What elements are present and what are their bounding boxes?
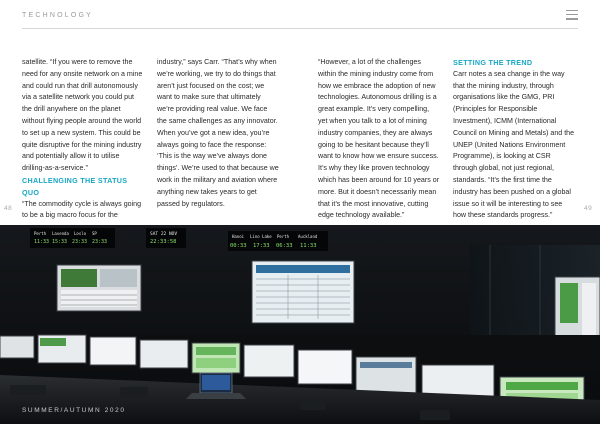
paragraph: Carr notes a sea change in the way that the mining industry, through organisations like the GMG, PRI (Principles for Responsible Investment), ICMM (International Council on Mining and Metals) and the UNEP (United Nations Environment Programme), is looking at CSR through global, not just regional, standards. “It’s the first time the industry has been pushed on a global issue so it will be interesting to see how these standards progress.” — [453, 69, 575, 220]
svg-text:Lino Lake: Lino Lake — [250, 234, 272, 239]
paragraph: satellite. “If you were to remove the need for any onsite network on a mine and could run that drill autonomously via a satellite network you could put the drill anywhere on the planet without flying people around the world to set up a new system. This could be quite disruptive for the mining industry and potentially allow it to utilise drilling-as-a-service.” — [22, 58, 143, 173]
svg-text:Perth: Perth — [277, 234, 290, 239]
section-label: TECHNOLOGY — [22, 12, 94, 19]
paragraph: “The commodity cycle is always going to be a big macro focus for the — [22, 199, 142, 220]
page-number-right: 49 — [584, 205, 593, 212]
hamburger-menu-icon[interactable] — [566, 10, 578, 20]
issue-label: SUMMER/AUTUMN 2020 — [22, 407, 126, 414]
header-divider — [22, 28, 578, 29]
svg-text:00:33: 00:33 — [230, 243, 247, 249]
svg-text:11:33: 11:33 — [300, 243, 317, 249]
article-column-1 — [22, 57, 144, 222]
svg-text:23:33: 23:33 — [92, 239, 108, 245]
control-room-photo — [0, 225, 600, 424]
paragraph: “However, a lot of the challenges within the mining industry come from how we embrace the adoption of new technologies. Autonomous drilling is a great example. It’s very compelling, yet when you talk to a lot of mining industry companies, they are always going to be hesitant because they’ll want to know how we ensure success. It’s why they like proven technology which has been around for 10 years or more. But it doesn’t necessarily mean that it’s the most innovative, cutting edge technology available.” — [318, 58, 440, 220]
subheading: CHALLENGING THE STATUS QUO — [22, 175, 128, 197]
svg-text:SP: SP — [92, 231, 97, 236]
article-column-3 — [318, 57, 440, 222]
svg-text:Lavenda: Lavenda — [52, 231, 69, 236]
svg-text:Auckland: Auckland — [298, 234, 318, 239]
subheading: SETTING THE TREND — [453, 58, 533, 67]
svg-text:15:33: 15:33 — [52, 239, 68, 245]
svg-text:17:33: 17:33 — [253, 243, 270, 249]
page-number-left: 48 — [4, 205, 13, 212]
svg-text:06:33: 06:33 — [276, 243, 293, 249]
svg-text:23:33: 23:33 — [72, 239, 88, 245]
svg-text:11:33: 11:33 — [34, 239, 50, 245]
svg-text:Loslo: Loslo — [74, 231, 87, 236]
paragraph: industry,” says Carr. “That’s why when we’re working, we try to do things that aren’t just focused on the cost; we want to make sure that ultimately we’re providing real value. We face the same challenges as any innovator. When you’ve got a new idea, you’re always going to face the response: ‘This is the way we’ve always done things’. We’re used to that because we work in the military and aviation where anything new takes years to get passed by regulators. — [157, 58, 279, 208]
svg-text:22:33:58: 22:33:58 — [150, 239, 177, 245]
article-column-4 — [453, 57, 575, 222]
svg-text:Hanoi: Hanoi — [232, 234, 245, 239]
svg-text:SAT 22 NOV: SAT 22 NOV — [150, 232, 178, 237]
article-column-2 — [157, 57, 279, 210]
svg-text:Perth: Perth — [34, 231, 47, 236]
control-room-illustration — [0, 225, 600, 424]
page-header — [0, 0, 600, 30]
